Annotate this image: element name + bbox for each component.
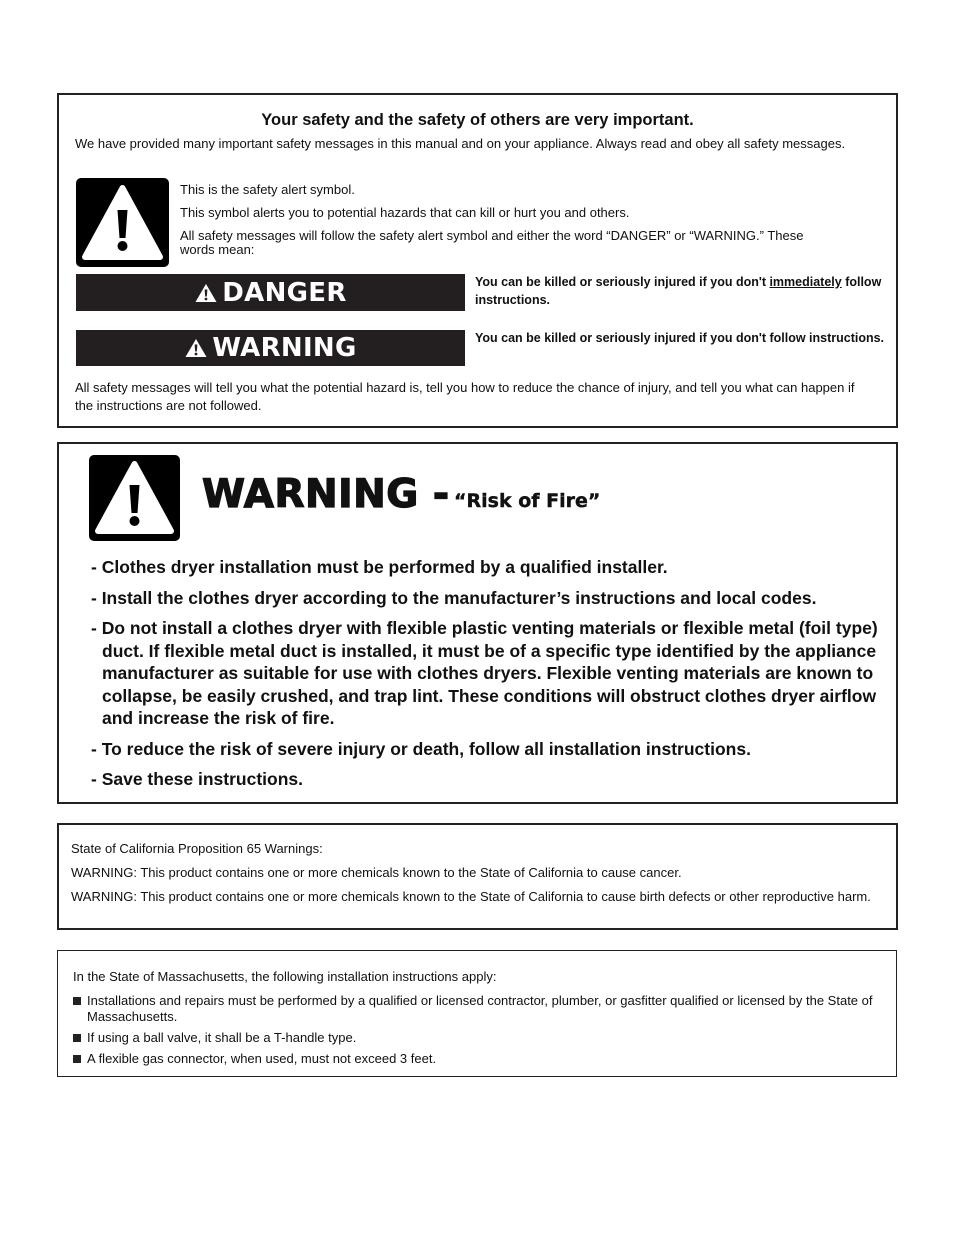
symbol-line-1: This is the safety alert symbol.	[180, 182, 355, 197]
fire-warning-box	[57, 442, 898, 804]
bullet-square-icon	[73, 997, 81, 1005]
symbol-line-3: All safety messages will follow the safety alert symbol and either the word “DANGER” or “WARNING.” These words mean:	[180, 228, 804, 257]
safety-alert-icon	[184, 337, 208, 359]
warning-description: You can be killed or seriously injured if you don't follow instructions.	[475, 331, 885, 345]
safety-alert-icon	[194, 282, 218, 304]
bullet-square-icon	[73, 1034, 81, 1042]
fire-warning-heading: WARNING -	[202, 472, 450, 517]
prop65-box	[57, 823, 898, 930]
safety-title: Your safety and the safety of others are very important.	[261, 111, 694, 129]
danger-desc-before: You can be killed or seriously injured if you don't	[475, 275, 770, 289]
massachusetts-box	[57, 950, 897, 1077]
bullet-square-icon	[73, 1055, 81, 1063]
danger-description	[475, 273, 890, 309]
safety-intro: We have provided many important safety messages in this manual and on your appliance. Always read and obey all safety messages.	[75, 136, 846, 151]
list-item: - Do not install a clothes dryer with flexible plastic venting materials or flexible metal (foil type) duct. If flexible metal duct is installed, it must be of a specific type identified by the appliance manufacturer as suitable for use with clothes dryers. Flexible venting materials are known to collapse, be easily crushed, and trap lint. These conditions will obstruct clothes dryer airflow and increase the risk of fire.	[91, 618, 878, 728]
list-item: - Clothes dryer installation must be performed by a qualified installer.	[91, 557, 668, 577]
massachusetts-list	[73, 993, 873, 1072]
list-item: - Save these instructions.	[91, 769, 304, 789]
list-item-text: A flexible gas connector, when used, must not exceed 3 feet.	[87, 1051, 437, 1066]
prop65-birth-defects-warning: WARNING: This product contains one or more chemicals known to the State of California to cause birth defects or other reproductive harm.	[71, 889, 871, 904]
prop65-heading: State of California Proposition 65 Warnings:	[71, 841, 323, 856]
fire-warning-title	[202, 472, 600, 517]
list-item	[73, 1030, 873, 1046]
massachusetts-heading: In the State of Massachusetts, the following installation instructions apply:	[73, 969, 497, 984]
danger-signal-bar	[76, 274, 465, 311]
list-item	[73, 1051, 873, 1067]
fire-warning-subtitle: “Risk of Fire”	[454, 490, 601, 512]
safety-footer: All safety messages will tell you what the potential hazard is, tell you how to reduce the chance of injury, and tell you what can happen if the instructions are not followed.	[75, 380, 855, 413]
safety-alert-icon	[89, 455, 180, 541]
safety-alert-icon	[76, 178, 169, 267]
fire-instructions-list	[91, 556, 891, 799]
list-item	[73, 993, 873, 1025]
safety-box	[57, 93, 898, 428]
danger-label: DANGER	[222, 277, 347, 308]
symbol-line-2: This symbol alerts you to potential hazards that can kill or hurt you and others.	[180, 205, 630, 220]
list-item: - Install the clothes dryer according to the manufacturer’s instructions and local codes.	[91, 587, 817, 608]
list-item-text: Installations and repairs must be performed by a qualified or licensed contractor, plumber, or gasfitter qualified or licensed by the State of Massachusetts.	[87, 993, 873, 1024]
warning-signal-bar	[76, 330, 465, 366]
danger-desc-after: follow instructions.	[475, 275, 882, 307]
list-item-text: If using a ball valve, it shall be a T-handle type.	[87, 1030, 357, 1045]
prop65-cancer-warning: WARNING: This product contains one or more chemicals known to the State of California to cause cancer.	[71, 865, 682, 880]
list-item: - To reduce the risk of severe injury or death, follow all installation instructions.	[91, 738, 751, 759]
danger-desc-emphasis: immediately	[769, 275, 842, 289]
warning-label: WARNING	[212, 333, 357, 363]
